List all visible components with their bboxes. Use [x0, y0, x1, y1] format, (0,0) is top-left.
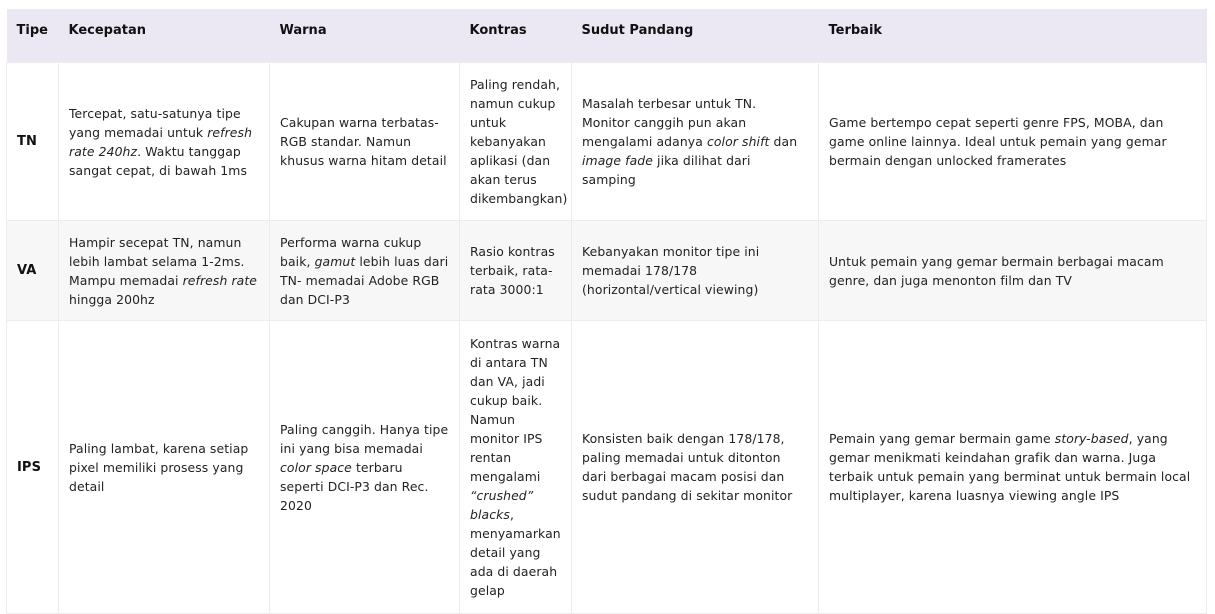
cell-speed: Paling lambat, karena setiap pixel memiliki prosess yang detail: [59, 321, 270, 614]
table-row-ips: [7, 321, 1207, 614]
header-terbaik: Terbaik: [819, 9, 1207, 63]
cell-speed: Hampir secepat TN, namun lebih lambat selama 1-2ms. Mampu memadai refresh rate hingga 200hz: [59, 221, 270, 321]
table-row-va: [7, 221, 1207, 321]
cell-best-for: Untuk pemain yang gemar bermain berbagai macam genre, dan juga menonton film dan TV: [819, 221, 1207, 321]
table-header-row: [7, 9, 1207, 63]
header-kontras: Kontras: [460, 9, 572, 63]
cell-type: IPS: [7, 321, 59, 614]
cell-type: TN: [7, 63, 59, 221]
header-kecepatan: Kecepatan: [59, 9, 270, 63]
cell-viewing-angle: Kebanyakan monitor tipe ini memadai 178/178 (horizontal/vertical viewing): [572, 221, 819, 321]
cell-best-for: Game bertempo cepat seperti genre FPS, MOBA, dan game online lainnya. Ideal untuk pemain yang gemar bermain dengan unlocked framerates: [819, 63, 1207, 221]
cell-color: Paling canggih. Hanya tipe ini yang bisa memadai color space terbaru seperti DCI-P3 dan Rec. 2020: [270, 321, 460, 614]
cell-color: Cakupan warna terbatas- RGB standar. Namun khusus warna hitam detail: [270, 63, 460, 221]
cell-type: VA: [7, 221, 59, 321]
cell-color: Performa warna cukup baik, gamut lebih luas dari TN- memadai Adobe RGB dan DCI-P3: [270, 221, 460, 321]
cell-viewing-angle: Konsisten baik dengan 178/178, paling memadai untuk ditonton dari berbagai macam posisi dan sudut pandang di sekitar monitor: [572, 321, 819, 614]
cell-contrast: Kontras warna di antara TN dan VA, jadi cukup baik. Namun monitor IPS rentan mengalami “crushed” blacks, menyamarkan detail yang ada di daerah gelap: [460, 321, 572, 614]
comparison-table-wrapper: [6, 9, 1206, 614]
header-warna: Warna: [270, 9, 460, 63]
cell-contrast: Paling rendah, namun cukup untuk kebanyakan aplikasi (dan akan terus dikembangkan): [460, 63, 572, 221]
header-tipe: Tipe: [7, 9, 59, 63]
cell-viewing-angle: Masalah terbesar untuk TN. Monitor canggih pun akan mengalami adanya color shift dan image fade jika dilihat dari samping: [572, 63, 819, 221]
cell-speed: Tercepat, satu-satunya tipe yang memadai untuk refresh rate 240hz. Waktu tanggap sangat cepat, di bawah 1ms: [59, 63, 270, 221]
header-sudut-pandang: Sudut Pandang: [572, 9, 819, 63]
table-row-tn: [7, 63, 1207, 221]
monitor-panel-comparison-table: [6, 9, 1207, 614]
cell-best-for: Pemain yang gemar bermain game story-based, yang gemar menikmati keindahan grafik dan warna. Juga terbaik untuk pemain yang berminat untuk bermain local multiplayer, karena luasnya viewing angle IPS: [819, 321, 1207, 614]
cell-contrast: Rasio kontras terbaik, rata-rata 3000:1: [460, 221, 572, 321]
